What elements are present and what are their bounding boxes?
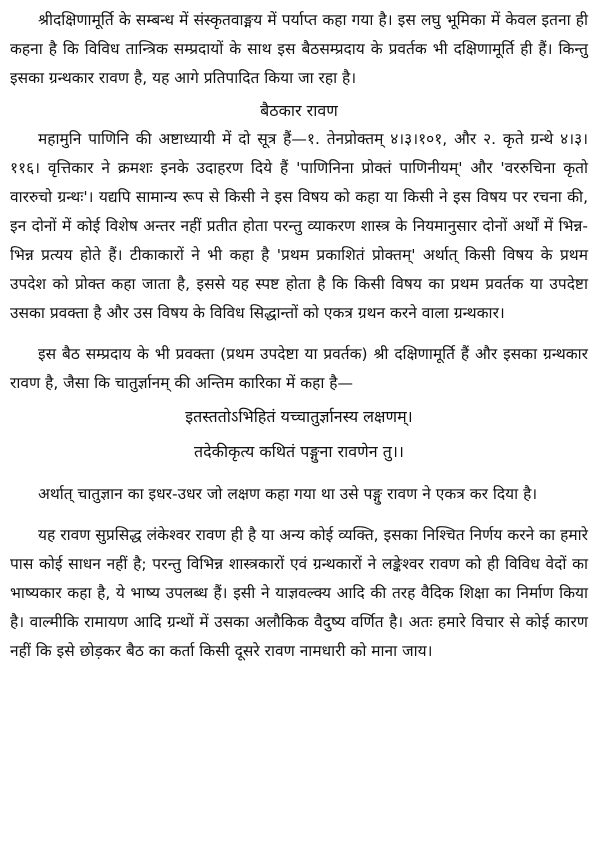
verse-line-2: तदेकीकृत्य कथितं पङ्गुना रावणेन तु।। — [194, 442, 404, 461]
paragraph-panini-sutras: महामुनि पाणिनि की अष्टाध्यायी में दो सूत्र हैं—१. तेनप्रोक्तम् ४।३।१०१, और २. कृते ग्रन्थे ४।३।११६। वृत्तिकार ने क्रमशः इनके उदाहरण दिये हैं 'पाणिनिना प्रोक्तं पाणिनीयम्' और 'वररुचिना कृतो वाररुचो ग्रन्थः'। यद्यपि सामान्य रूप से किसी ने इस विषय को कहा या किसी ने इस विषय पर रचना की, इन दोनों में कोई विशेष अन्तर नहीं प्रतीत होता परन्तु व्याकरण शास्त्र के नियमानुसार दोनों अर्थों में भिन्न-भिन्न प्रत्यय होते हैं। टीकाकारों ने भी कहा है 'प्रथम प्रकाशितं प्रोक्तम्' अर्थात् किसी विषय के प्रथम उपदेश को प्रोक्त कहा जाता है, इससे यह स्पष्ट होता है कि किसी विषय का प्रथम प्रवर्तक या उपदेष्टा उसका प्रवक्ता है और उस विषय के विविध सिद्धान्तों को एकत्र ग्रथन करने वाला ग्रन्थकार। — [10, 130, 588, 322]
section-heading: बैठकार रावण — [260, 101, 338, 120]
paragraph-verse-meaning: अर्थात् चातुज्ञान का इधर-उधर जो लक्षण कहा गया था उसे पङ्गु रावण ने एकत्र कर दिया है। — [38, 485, 538, 503]
paragraph-intro: श्रीदक्षिणामूर्ति के सम्बन्ध में संस्कृतवाङ्मय में पर्याप्त कहा गया है। इस लघु भूमिका में केवल इतना ही कहना है कि विविध तान्त्रिक सम्प्रदायों के साथ इस बैठसम्प्रदाय के प्रवर्तक भी दक्षिणामूर्ति ही हैं। किन्तु इसका ग्रन्थकार रावण है, यह आगे प्रतिपादित किया जा रहा है। — [10, 11, 588, 87]
paragraph-ravana-identity: यह रावण सुप्रसिद्ध लंकेश्वर रावण ही है या अन्य कोई व्यक्ति, इसका निश्चित निर्णय करने का हमारे पास कोई साधन नहीं है; परन्तु विभिन्न शास्त्रकारों एवं ग्रन्थकारों ने लङ्केश्वर रावण को ही विविध वेदों का भाष्यकार कहा है, ये भाष्य उपलब्ध हैं। इसी ने याज्ञवल्क्य आदि की तरह वैदिक शिक्षा का निर्माण किया है। वाल्मीकि रामायण आदि ग्रन्थों में उसका अलौकिक वैदुष्य वर्णित है। अतः हमारे विचार से कोई कारण नहीं कि इसे छोड़कर बैठ का कर्ता किसी दूसरे रावण नामधारी को माना जाय। — [10, 526, 588, 660]
paragraph-pravakta: इस बैठ सम्प्रदाय के भी प्रवक्ता (प्रथम उपदेष्टा या प्रवर्तक) श्री दक्षिणामूर्ति हैं और इसका ग्रन्थकार रावण है, जैसा कि चातुर्ज्ञानम् की अन्तिम कारिका में कहा है— — [10, 345, 588, 392]
verse-line-1: इतस्ततोऽभिहितं यच्चातुर्ज्ञानस्य लक्षणम्। — [185, 407, 413, 426]
